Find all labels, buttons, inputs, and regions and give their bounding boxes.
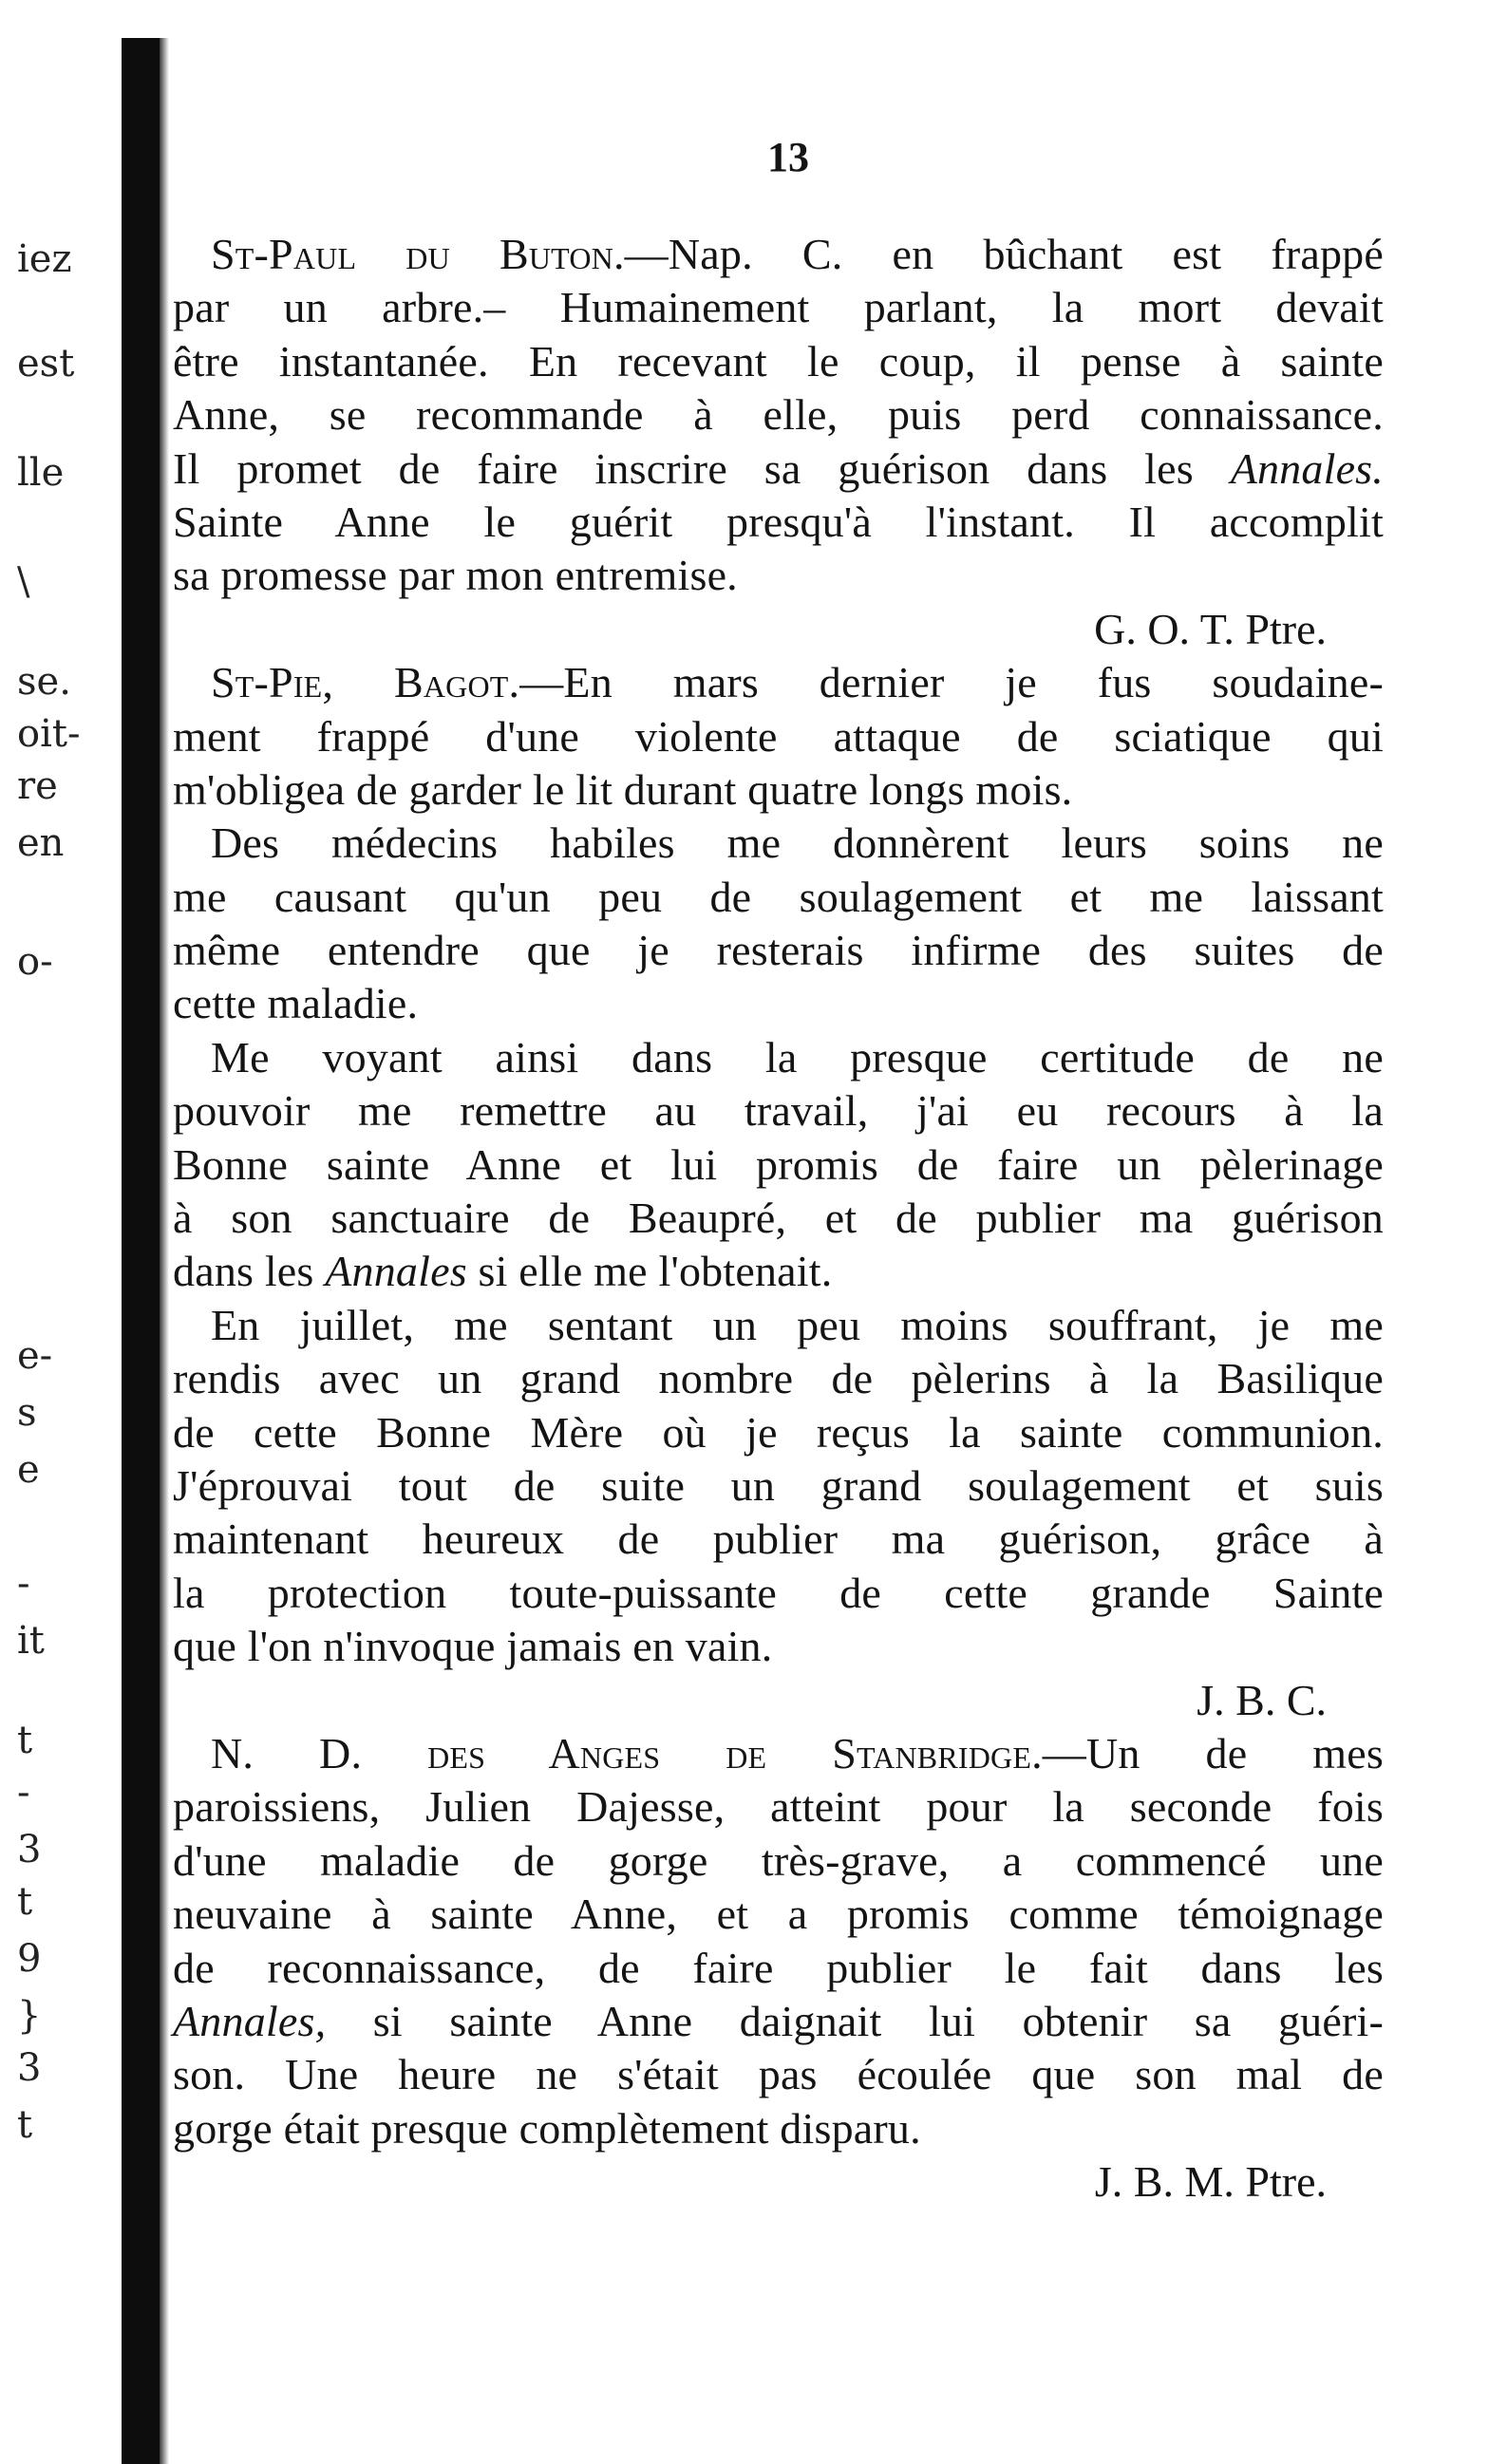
bleed-fragment: oit- xyxy=(17,712,81,756)
text-line xyxy=(173,549,1384,602)
text-line xyxy=(173,335,1384,388)
line-text: neuvaine à sainte Anne, et a promis comme témoignage xyxy=(173,1890,1384,1939)
text-line xyxy=(173,1567,1384,1620)
text-line xyxy=(173,1084,1384,1138)
testimony-entry xyxy=(173,656,1384,1727)
text-line xyxy=(173,1620,1384,1673)
bleed-fragment: s xyxy=(17,1391,37,1435)
line-text: m'obligea de garder le lit durant quatre longs mois. xyxy=(173,764,1073,814)
bleed-fragment: } xyxy=(17,1994,42,2038)
bleed-fragment: \ xyxy=(17,560,30,604)
bleed-fragment: re xyxy=(17,764,58,808)
text-line xyxy=(173,1834,1384,1888)
bleed-fragment: o- xyxy=(17,940,53,984)
testimony-entry xyxy=(173,1727,1384,2210)
bleed-fragment: lle xyxy=(17,451,65,495)
line-text: de reconnaissance, de faire publier le fait dans les xyxy=(173,1943,1384,1992)
line-text: par un arbre.– Humainement parlant, la mort devait xyxy=(173,283,1384,332)
line-text: rendis avec un grand nombre de pèlerins à la Basilique xyxy=(173,1354,1384,1403)
page-number: 13 xyxy=(767,134,809,180)
bleed-fragment: t xyxy=(17,2103,33,2147)
line-text: —Nap. C. en bûchant est frappé xyxy=(624,230,1384,278)
line-text: Bonne sainte Anne et lui promis de faire un pèlerinage xyxy=(173,1139,1384,1189)
text-line xyxy=(173,228,1384,281)
text-line xyxy=(173,1727,1384,1780)
line-text: cette maladie. xyxy=(173,979,419,1028)
text-line xyxy=(173,1888,1384,1941)
text-line xyxy=(173,1459,1384,1513)
bleed-fragment: t xyxy=(17,1719,33,1762)
text-line xyxy=(173,1031,1384,1084)
text-line xyxy=(173,924,1384,977)
signature: J. B. C. xyxy=(1197,1675,1327,1724)
line-text: gorge était presque complètement disparu. xyxy=(173,2103,921,2153)
line-text: sa promesse par mon entremise. xyxy=(173,551,738,600)
bleed-fragment: en xyxy=(17,821,65,865)
line-text: si sainte Anne daignait lui obtenir sa guéri- xyxy=(326,1996,1384,2045)
text-line xyxy=(173,656,1384,709)
line-text: En juillet, me sentant un peu moins souffrant, je me xyxy=(211,1300,1384,1349)
bleed-fragment: 9 xyxy=(17,1937,42,1981)
line-text: Me voyant ainsi dans la presque certitude de ne xyxy=(211,1032,1384,1082)
bleed-fragment: 3 xyxy=(17,1828,42,1872)
line-text: la protection toute-puissante de cette grande Sainte xyxy=(173,1568,1384,1617)
line-text: —Un de mes xyxy=(1042,1728,1384,1777)
text-line xyxy=(173,1138,1384,1192)
line-text: dans les xyxy=(173,1247,326,1296)
bleed-fragment: e xyxy=(17,1448,40,1492)
text-line xyxy=(173,977,1384,1030)
line-text: son. Une heure ne s'était pas écoulée que son mal de xyxy=(173,2050,1384,2099)
text-line xyxy=(173,763,1384,817)
text-line xyxy=(173,710,1384,763)
gutter-shadow xyxy=(160,38,169,2464)
bleed-fragment: e- xyxy=(17,1334,53,1378)
text-line xyxy=(173,1780,1384,1834)
text-line xyxy=(173,817,1384,870)
text-line xyxy=(173,442,1384,496)
bleed-fragment: 3 xyxy=(17,2046,42,2090)
italic-title: Annales, xyxy=(173,1996,327,2045)
bleed-fragment: iez xyxy=(17,237,72,281)
testimony-entry xyxy=(173,228,1384,656)
line-text: Anne, se recommande à elle, puis perd connaissance. xyxy=(173,390,1384,440)
text-line xyxy=(173,1942,1384,1995)
line-text: Des médecins habiles me donnèrent leurs soins ne xyxy=(211,818,1384,868)
text-line xyxy=(173,1352,1384,1405)
text-line xyxy=(173,1513,1384,1566)
line-text: maintenant heureux de publier ma guérison, grâce à xyxy=(173,1514,1384,1564)
text-line xyxy=(173,1406,1384,1459)
line-text: de cette Bonne Mère où je reçus la sainte communion. xyxy=(173,1407,1384,1457)
line-text: à son sanctuaire de Beaupré, et de publier ma guérison xyxy=(173,1194,1384,1243)
line-text: si elle me l'obtenait. xyxy=(466,1247,833,1296)
line-text: même entendre que je resterais infirme des suites de xyxy=(173,926,1384,975)
line-text: que l'on n'invoque jamais en vain. xyxy=(173,1622,773,1671)
bleed-fragment: it xyxy=(17,1619,45,1663)
binding-gutter xyxy=(122,38,163,2464)
text-line xyxy=(173,871,1384,924)
line-text: —En mars dernier je fus soudaine- xyxy=(519,658,1385,707)
line-text: être instantanée. En recevant le coup, il pense à sainte xyxy=(173,336,1384,386)
line-text: J'éprouvai tout de suite un grand soulagement et suis xyxy=(173,1460,1384,1510)
italic-title: Annales xyxy=(325,1247,467,1296)
bleed-fragment: est xyxy=(17,342,75,386)
bleed-fragment: se. xyxy=(17,660,71,704)
text-line xyxy=(173,2048,1384,2101)
entry-heading: St-Pie, Bagot. xyxy=(211,658,520,707)
text-line xyxy=(173,1245,1384,1298)
entry-heading: N. D. des Anges de Stanbridge. xyxy=(211,1728,1043,1777)
bleed-fragment: - xyxy=(17,1562,30,1606)
text-line xyxy=(173,281,1384,334)
text-line xyxy=(173,388,1384,442)
text-line xyxy=(173,1192,1384,1245)
line-text: paroissiens, Julien Dajesse, atteint pour la seconde fois xyxy=(173,1782,1384,1832)
line-text: Il promet de faire inscrire sa guérison dans les xyxy=(173,443,1231,493)
text-line xyxy=(173,2102,1384,2155)
text-column xyxy=(173,228,1384,2209)
line-text: Sainte Anne le guérit presqu'à l'instant. Il accomplit xyxy=(173,497,1384,546)
signature: J. B. M. Ptre. xyxy=(1094,2157,1327,2207)
line-text: pouvoir me remettre au travail, j'ai eu recours à la xyxy=(173,1086,1384,1136)
italic-title: Annales. xyxy=(1230,443,1384,493)
text-line xyxy=(173,496,1384,549)
line-text: me causant qu'un peu de soulagement et me laissant xyxy=(173,872,1384,921)
text-line xyxy=(173,1299,1384,1352)
line-text: d'une maladie de gorge très-grave, a commencé une xyxy=(173,1835,1384,1885)
bleed-fragment: - xyxy=(17,1771,30,1815)
text-line xyxy=(173,1995,1384,2048)
signature: G. O. T. Ptre. xyxy=(1094,604,1327,653)
line-text: ment frappé d'une violente attaque de sciatique qui xyxy=(173,711,1384,761)
bleed-fragment: t xyxy=(17,1880,33,1924)
entry-heading: St-Paul du Buton. xyxy=(211,230,625,278)
